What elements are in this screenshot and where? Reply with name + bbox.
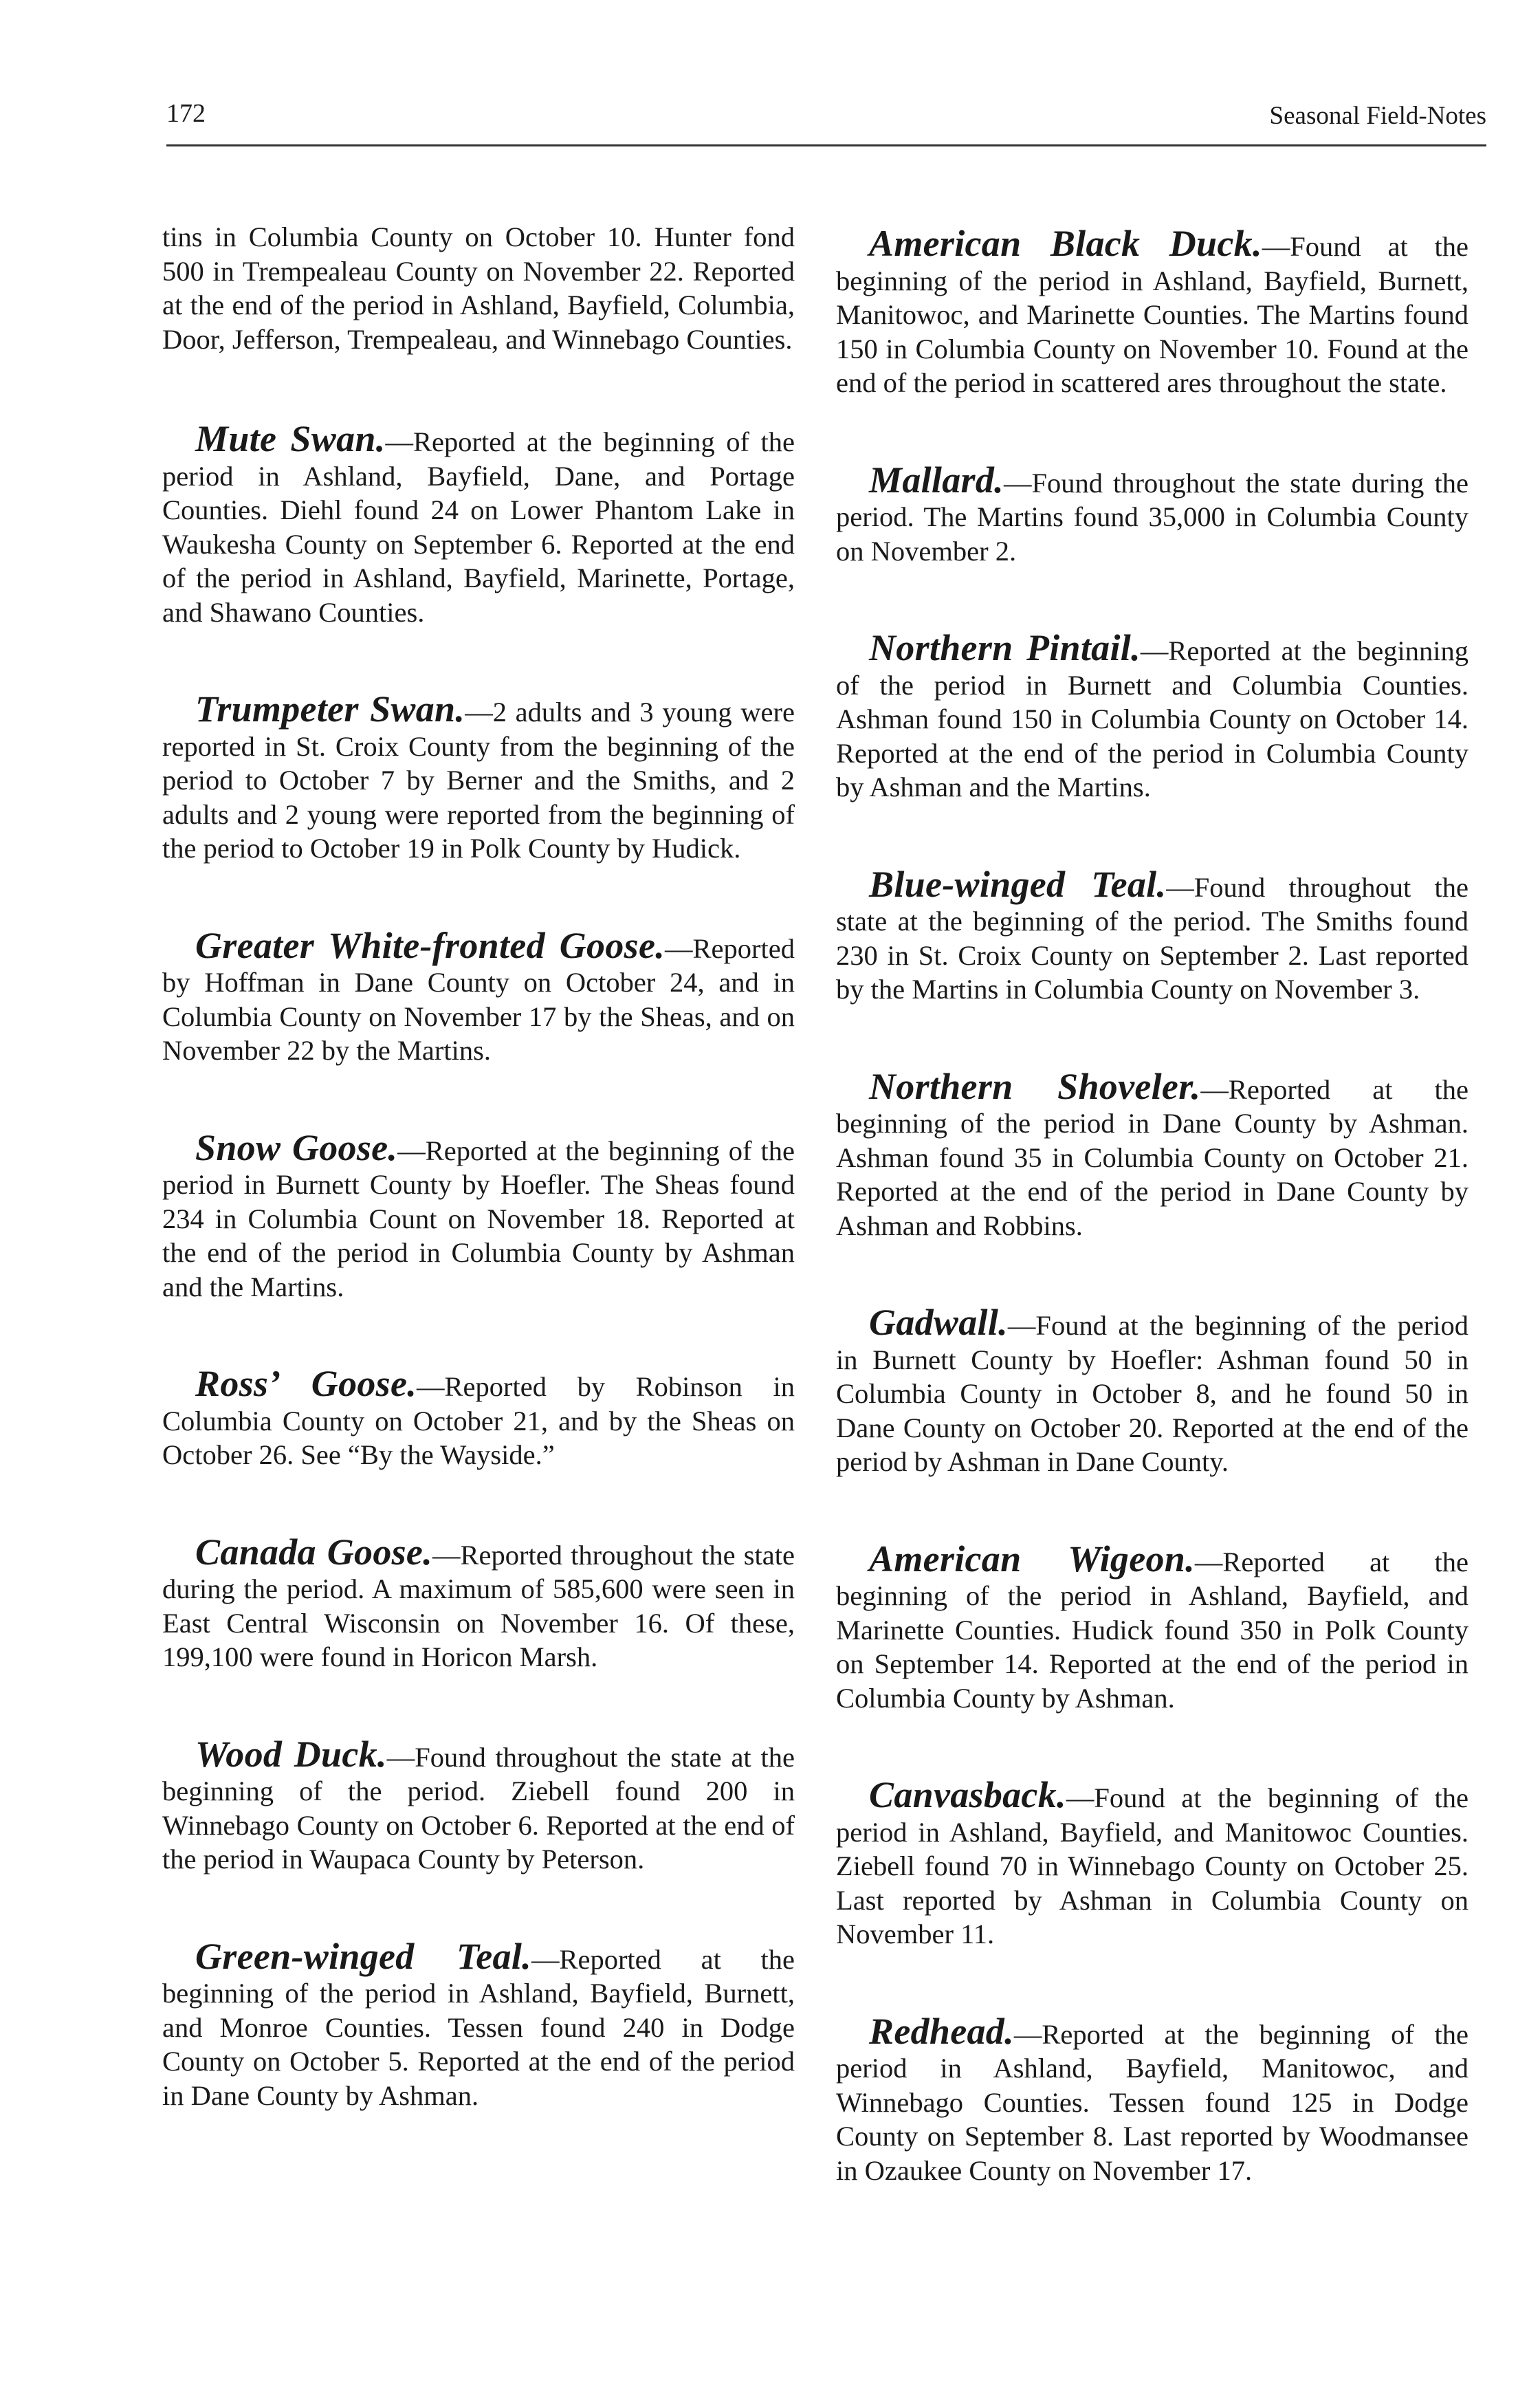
species-name: Trumpeter Swan.: [195, 688, 465, 730]
species-entry: [836, 1538, 1468, 1716]
species-entry: [162, 924, 795, 1068]
species-name: Gadwall.: [869, 1302, 1008, 1343]
species-name: Mute Swan.: [195, 418, 386, 459]
species-name: Snow Goose.: [195, 1126, 398, 1168]
species-entry: [836, 627, 1468, 805]
species-text: —Found at the beginning of the period in Ashland, Bayfield, Burnett, Manitowoc, and Marinette Counties. The Martins found 150 in Columbia County on November 10. Found at the end of the period in scattered ares throughout the state.: [836, 231, 1468, 398]
species-name: Greater White-fronted Goose.: [195, 924, 666, 966]
species-entry: [836, 459, 1468, 569]
species-entry: [836, 863, 1468, 1007]
species-name: Wood Duck.: [195, 1733, 387, 1775]
species-name: Canvasback.: [869, 1774, 1066, 1815]
species-entry: [162, 1733, 795, 1877]
species-entry: [162, 1126, 795, 1304]
species-entry: [836, 1302, 1468, 1479]
species-text: —Reported by Hoffman in Dane County on October 24, and in Columbia County on November 17 by the Sheas, and on November 22 by the Martins.: [162, 932, 795, 1066]
species-entry: [162, 1531, 795, 1674]
species-text: —Reported at the beginning of the period in Ashland, Bayfield, Manitowoc, and Winnebago Counties. Tessen found 125 in Dodge County on September 8. Last reported by Woodmansee in Ozaukee County on November 17.: [836, 2018, 1468, 2186]
page-header: [166, 96, 1486, 146]
continued-text: tins in Columbia County on October 10. Hunter fond 500 in Trempealeau County on November 22. Reported at the end of the period in Ashland, Bayfield, Columbia, Door, Jefferson, Trempealeau, and Winnebago Counties.: [162, 221, 795, 355]
species-name: Ross’ Goose.: [195, 1363, 417, 1404]
species-name: American Wigeon.: [869, 1538, 1195, 1580]
species-text: —Found at the beginning of the period in Burnett County by Hoefler: Ashman found 50 in Columbia County in October 8, and he found 50 in Dane County on October 20. Reported at the end of the period by Ashman in Dane County.: [836, 1310, 1468, 1477]
species-name: Northern Shoveler.: [869, 1065, 1201, 1107]
species-text: —Reported at the beginning of the period in Ashland, Bayfield, Dane, and Portage Counties. Diehl found 24 on Lower Phantom Lake in Waukesha County on September 6. Reported at the end of the period in Ashland, Bayfield, Marinette, Portage, and Shawano Counties.: [162, 426, 795, 628]
page-number: 172: [166, 99, 206, 128]
species-text: —2 adults and 3 young were reported in St. Croix County from the beginning of the period to October 7 by Berner and the Smiths, and 2 adults and 2 young were reported from the beginning of the period to October 19 in Polk County by Hudick.: [162, 697, 795, 864]
species-text: —Found throughout the state at the beginning of the period. Ziebell found 200 in Winnebago County on October 6. Reported at the end of the period in Waupaca County by Peterson.: [162, 1741, 795, 1875]
running-title: Seasonal Field-Notes: [1269, 102, 1486, 130]
species-text: —Found at the beginning of the period in Ashland, Bayfield, and Manitowoc Counties. Ziebell found 70 in Winnebago County on October 25. Last reported by Ashman in Columbia County on November 11.: [836, 1782, 1468, 1949]
species-text: —Reported at the beginning of the period in Burnett and Columbia Counties. Ashman found 150 in Columbia County on October 14. Reported at the end of the period in Columbia County by Ashman and the Martins.: [836, 635, 1468, 802]
species-text: —Reported at the beginning of the period in Ashland, Bayfield, Burnett, and Monroe Counties. Tessen found 240 in Dodge County on October 5. Reported at the end of the period in Dane County by Ashman.: [162, 1943, 795, 2111]
left-column: [162, 220, 795, 2176]
species-entry: [162, 1363, 795, 1472]
species-entry: [836, 1774, 1468, 1952]
species-entry: [162, 418, 795, 629]
species-text: —Reported by Robinson in Columbia County on October 21, and by the Sheas on October 26. See “By the Wayside.”: [162, 1371, 795, 1470]
species-text: —Found throughout the state during the period. The Martins found 35,000 in Columbia County on November 2.: [836, 467, 1468, 567]
species-entry: [836, 2010, 1468, 2188]
species-entry: [836, 1065, 1468, 1243]
species-name: Green-winged Teal.: [195, 1935, 531, 1977]
species-entry: [836, 223, 1468, 400]
species-text: —Reported at the beginning of the period in Dane County by Ashman. Ashman found 35 in Columbia County on October 21. Reported at the end of the period in Dane County by Ashman and Robbins.: [836, 1073, 1468, 1241]
species-name: Redhead.: [869, 2010, 1014, 2052]
continued-paragraph: [162, 220, 795, 356]
species-text: —Found throughout the state at the beginning of the period. The Smiths found 230 in St. Croix County on September 2. Last reported by the Martins in Columbia County on November 3.: [836, 871, 1468, 1005]
species-text: —Reported at the beginning of the period in Ashland, Bayfield, and Marinette Counties. Hudick found 350 in Polk County on September 14. Reported at the end of the period in Columbia County by Ashman.: [836, 1546, 1468, 1714]
species-text: —Reported at the beginning of the period in Burnett County by Hoefler. The Sheas found 234 in Columbia Count on November 18. Reported at the end of the period in Columbia County by Ashman and the Martins.: [162, 1135, 795, 1302]
species-name: American Black Duck.: [869, 223, 1262, 264]
species-name: Canada Goose.: [195, 1531, 433, 1573]
species-name: Mallard.: [869, 459, 1004, 501]
species-name: Northern Pintail.: [869, 627, 1141, 668]
right-column: [836, 223, 1468, 2251]
species-entry: [162, 688, 795, 866]
species-name: Blue-winged Teal.: [869, 863, 1167, 905]
species-text: —Reported throughout the state during the period. A maximum of 585,600 were seen in East Central Wisconsin on November 16. Of these, 199,100 were found in Horicon Marsh.: [162, 1539, 795, 1672]
species-entry: [162, 1935, 795, 2113]
